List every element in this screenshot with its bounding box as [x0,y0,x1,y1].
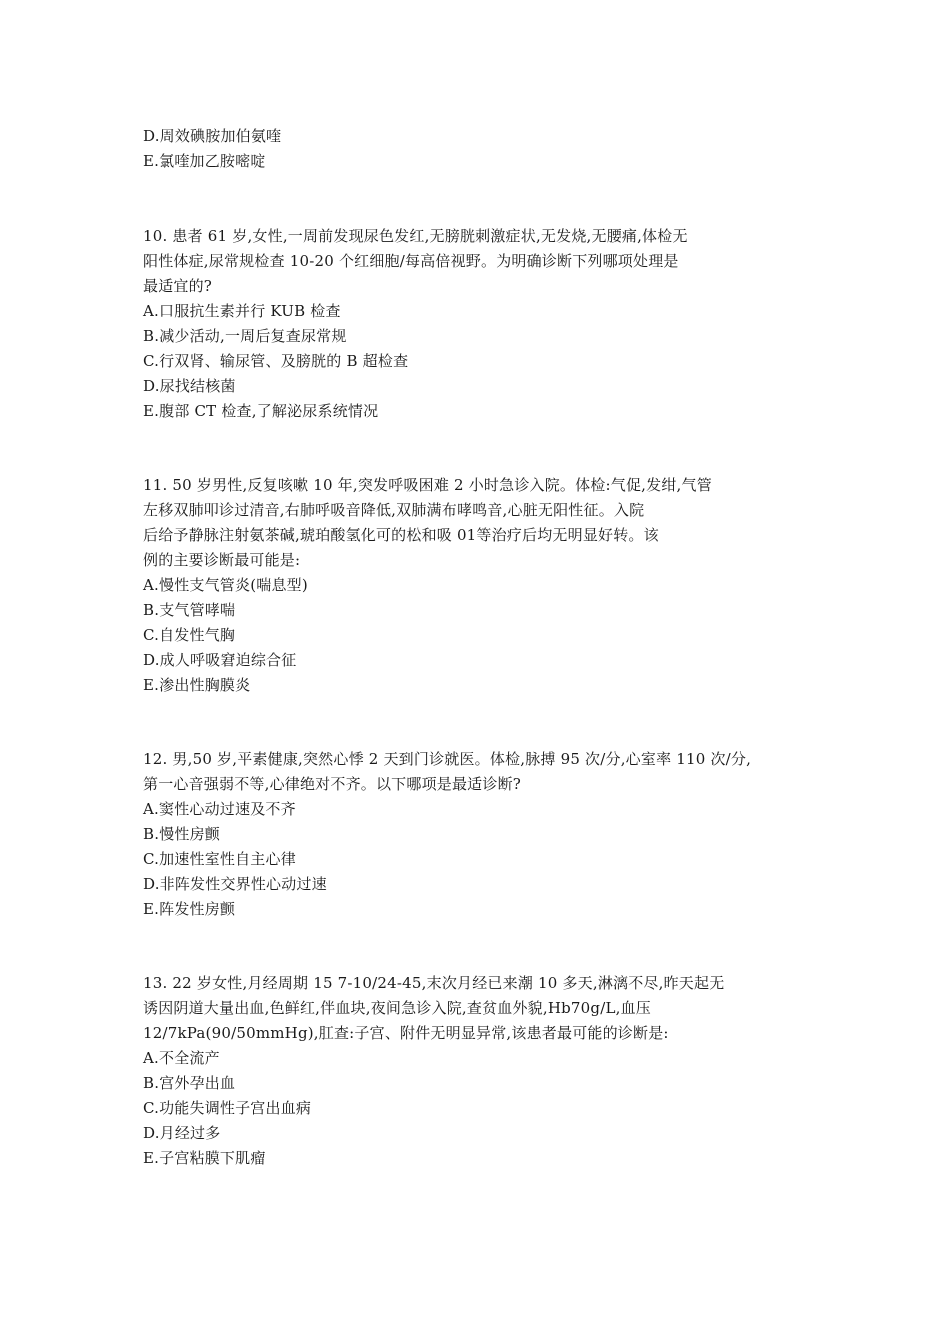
q12-option-d: D.非阵发性交界性心动过速 [143,875,327,893]
q12-option-c: C.加速性室性自主心律 [143,850,296,868]
q10-option-a: A.口服抗生素并行 KUB 检查 [143,302,341,320]
q13-option-d: D.月经过多 [143,1124,221,1142]
q10-stem-line: 阳性体症,尿常规检查 10-20 个红细胞/每高倍视野。为明确诊断下列哪项处理是 [143,252,679,270]
q12-option-e: E.阵发性房颤 [143,900,236,918]
q10-stem-line: 10. 患者 61 岁,女性,一周前发现尿色发红,无膀胱刺激症状,无发烧,无腰痛,体检无 [143,227,688,245]
q13-stem-line: 13. 22 岁女性,月经周期 15 7-10/24-45,末次月经已来潮 10 多天,淋漓不尽,昨天起无 [143,974,725,992]
q11-stem-line: 左移双肺叩诊过清音,右肺呼吸音降低,双肺满布哮鸣音,心脏无阳性征。入院 [143,501,645,519]
q10-stem-line: 最适宜的? [143,277,213,295]
q13-stem-line: 12/7kPa(90/50mmHg),肛查:子宫、附件无明显异常,该患者最可能的诊断是: [143,1024,669,1042]
q13-option-b: B.宫外孕出血 [143,1074,236,1092]
q10-option-d: D.尿找结核菌 [143,377,236,395]
q13-option-c: C.功能失调性子宫出血病 [143,1099,312,1117]
q13-option-e: E.子宫粘膜下肌瘤 [143,1149,266,1167]
q10-option-e: E.腹部 CT 检查,了解泌尿系统情况 [143,402,379,420]
q13-option-a: A.不全流产 [143,1049,220,1067]
q11-option-d: D.成人呼吸窘迫综合征 [143,651,297,669]
q13-stem-line: 诱因阴道大量出血,色鲜红,伴血块,夜间急诊入院,查贫血外貌,Hb70g/L,血压 [143,999,651,1017]
q11-option-c: C.自发性气胸 [143,626,236,644]
q10-option-b: B.减少活动,一周后复查尿常规 [143,327,347,345]
q11-stem-line: 11. 50 岁男性,反复咳嗽 10 年,突发呼吸困难 2 小时急诊入院。体检:气促,发绀,气管 [143,476,712,494]
q12-option-b: B.慢性房颤 [143,825,220,843]
q11-option-a: A.慢性支气管炎(喘息型) [143,576,308,594]
q9-option-e: E.氯喹加乙胺嘧啶 [143,152,266,170]
q11-option-b: B.支气管哮喘 [143,601,236,619]
q12-stem-line: 12. 男,50 岁,平素健康,突然心悸 2 天到门诊就医。体检,脉搏 95 次/分,心室率 110 次/分, [143,750,752,768]
q10-option-c: C.行双肾、输尿管、及膀胱的 B 超检查 [143,352,409,370]
q11-stem-line: 后给予静脉注射氨茶碱,琥珀酸氢化可的松和吸 01等治疗后均无明显好转。该 [143,526,659,544]
q12-stem-line: 第一心音强弱不等,心律绝对不齐。以下哪项是最适诊断? [143,775,522,793]
q11-option-e: E.渗出性胸膜炎 [143,676,251,694]
q12-option-a: A.窦性心动过速及不齐 [143,800,296,818]
q9-option-d: D.周效碘胺加伯氨喹 [143,127,282,145]
q11-stem-line: 例的主要诊断最可能是: [143,551,301,569]
